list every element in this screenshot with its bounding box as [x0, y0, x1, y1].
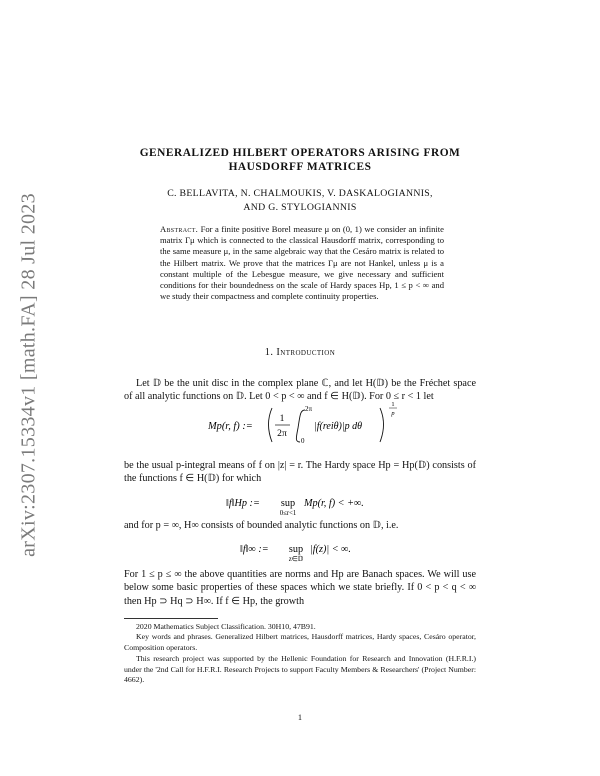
title-line-2: HAUSDORFF MATRICES: [228, 161, 372, 173]
abstract-label: Abstract.: [160, 224, 199, 234]
footnote-funding: This research project was supported by the Hellenic Foundation for Research and Innovation (H.F.R.I.) under the '2nd Call for H.F.R.I. Research Projects to support Faculty Members & Researchers' (Project Number: 4662).: [124, 654, 476, 685]
eq2-rhs: Mp(r, f) < +∞.: [304, 498, 364, 509]
equation-hardy-norm: [226, 495, 376, 517]
eq3-lhs: ‖f‖∞ :=: [240, 544, 269, 555]
eq2-lhs: ‖f‖Hp :=: [226, 498, 260, 509]
footnote-keywords: Key words and phrases. Generalized Hilbert matrices, Hausdorff matrices, Hardy spaces, Cesáro operator, Composition operators.: [124, 632, 476, 652]
footnotes: [124, 622, 476, 685]
section-heading-introduction: 1. Introduction: [264, 347, 336, 358]
arxiv-identifier[interactable]: arXiv:2307.15334v1 [math.FA] 28 Jul 2023: [17, 193, 40, 557]
eq3-subscript: z∈𝔻: [288, 556, 304, 563]
author-list: [110, 187, 490, 215]
authors-line-2: AND G. STYLOGIANNIS: [243, 202, 357, 213]
eq1-right-paren: [380, 408, 384, 442]
eq1-frac-den: 2π: [277, 428, 287, 439]
footnote-rule: [124, 618, 218, 619]
abstract-text: For a finite positive Borel measure μ on (0, 1) we consider an infinite matrix Γμ which is connected to the classical Hausdorff matrix, corresponding to the same measure μ, in the same algebraic way that the Cesáro matrix is related to the Hilbert matrix. We prove that the matrices Γμ are not Hankel, unless μ is a constant multiple of the Lebesgue measure, we give necessary and sufficient conditions for their boundedness on the scale of Hardy spaces Hp, 1 ≤ p < ∞ and we study their compactness and complete continuity properties.: [160, 224, 444, 302]
eq2-operator: sup: [280, 498, 296, 509]
abstract: [160, 224, 444, 302]
eq3-operator: sup: [288, 544, 304, 555]
page-number: 1: [297, 713, 303, 722]
eq1-int-lower: 0: [301, 437, 305, 445]
eq1-left-paren: [269, 408, 273, 442]
footnote-msc: 2020 Mathematics Subject Classification. 30H10, 47B91.: [136, 622, 316, 631]
eq3-rhs: |f(z)| < ∞.: [310, 544, 351, 555]
equation-sup-norm: [240, 539, 360, 565]
arxiv-stamp: [14, 180, 44, 570]
eq2-subscript: 0≤r<1: [279, 510, 297, 517]
eq1-integrand: |f(reiθ)|p dθ: [314, 421, 362, 432]
paragraph-4: For 1 ≤ p ≤ ∞ the above quantities are norms and Hp are Banach spaces. We will use below some basic properties of these spaces which we state briefly. If 0 < p < q < ∞ then Hp ⊃ Hq ⊃ H∞. If f ∈ Hp, the growth: [124, 569, 476, 607]
eq1-exp-den: p: [391, 410, 395, 417]
eq1-frac-num: 1: [279, 413, 285, 424]
title-line-1: GENERALIZED HILBERT OPERATORS ARISING FROM: [139, 147, 461, 159]
eq1-exp-num: 1: [391, 401, 395, 408]
paper-title: [110, 146, 490, 174]
authors-line-1: C. BELLAVITA, N. CHALMOUKIS, V. DASKALOGIANNIS,: [167, 188, 433, 199]
paragraph-3: and for p = ∞, H∞ consists of bounded analytic functions on 𝔻, i.e.: [124, 520, 399, 531]
eq1-int-upper: 2π: [305, 405, 313, 413]
paragraph-2: be the usual p-integral means of f on |z| = r. The Hardy space Hp = Hp(𝔻) consists of the functions f ∈ H(𝔻) for which: [124, 460, 476, 485]
eq1-lhs: Mp(r, f) :=: [208, 421, 253, 432]
paragraph-1: Let 𝔻 be the unit disc in the complex plane ℂ, and let H(𝔻) be the Fréchet space of all analytic functions on 𝔻. Let 0 < p < ∞ and f ∈ H(𝔻). For 0 ≤ r < 1 let: [124, 378, 476, 403]
equation-integral-means: [208, 398, 408, 450]
